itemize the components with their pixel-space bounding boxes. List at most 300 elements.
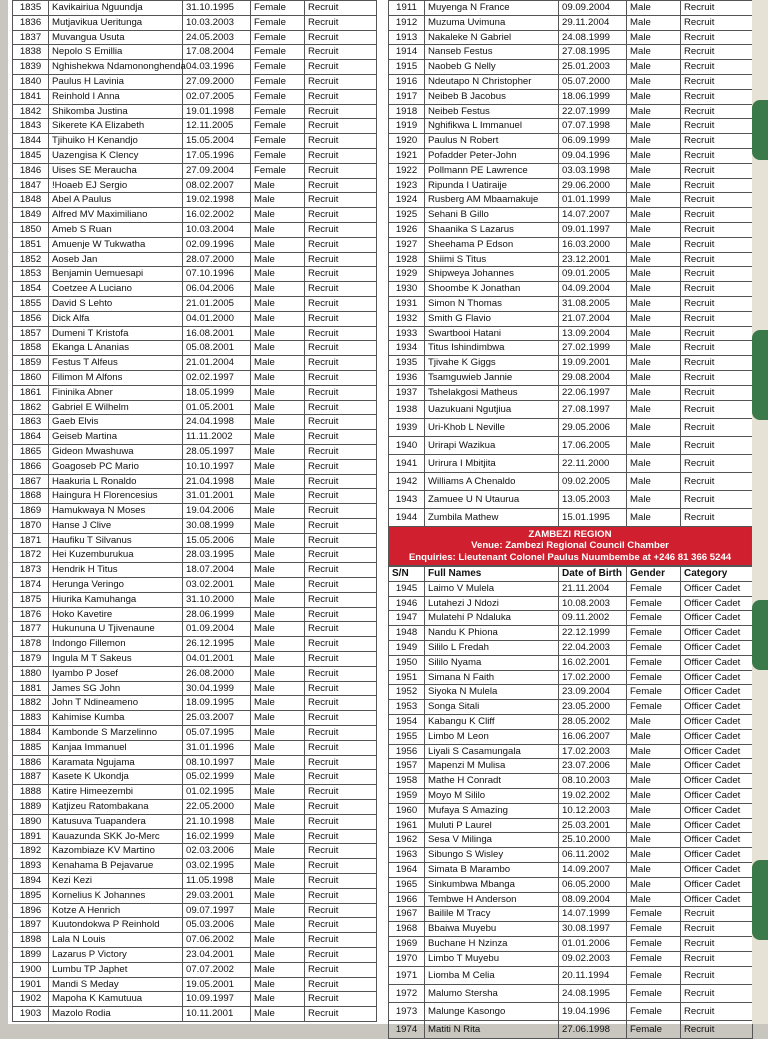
- cell-full-name: Simon N Thomas: [425, 296, 559, 311]
- table-row: [13, 992, 377, 1007]
- table-header-row: [389, 567, 753, 582]
- cell-category: Recruit: [681, 74, 753, 89]
- cell-date-of-birth: 27.09.2004: [183, 163, 251, 178]
- table-row: [389, 803, 753, 818]
- cell-date-of-birth: 29.05.2006: [559, 418, 627, 436]
- cell-sn: 1971: [389, 966, 425, 984]
- cell-full-name: Benjamin Uemuesapi: [49, 267, 183, 282]
- cell-gender: Male: [627, 774, 681, 789]
- cell-full-name: Malunge Kasongo: [425, 1002, 559, 1020]
- cell-date-of-birth: 31.10.1995: [183, 1, 251, 16]
- cell-sn: 1884: [13, 726, 49, 741]
- cell-sn: 1902: [13, 992, 49, 1007]
- cell-category: Recruit: [305, 370, 377, 385]
- cell-sn: 1845: [13, 148, 49, 163]
- cell-date-of-birth: 27.08.1997: [559, 400, 627, 418]
- cell-gender: Male: [627, 356, 681, 371]
- cell-gender: Male: [627, 714, 681, 729]
- cell-date-of-birth: 14.07.1999: [559, 907, 627, 922]
- cell-date-of-birth: 27.09.2000: [183, 74, 251, 89]
- cell-category: Recruit: [681, 400, 753, 418]
- table-row: [13, 933, 377, 948]
- header-category: Category: [681, 567, 753, 582]
- cell-sn: 1933: [389, 326, 425, 341]
- cell-gender: Male: [251, 874, 305, 889]
- cell-date-of-birth: 22.05.2000: [183, 800, 251, 815]
- cell-date-of-birth: 09.02.2003: [559, 951, 627, 966]
- cell-full-name: Mulatehi P Ndaluka: [425, 611, 559, 626]
- cell-date-of-birth: 28.05.2002: [559, 714, 627, 729]
- table-row: [389, 370, 753, 385]
- table-row: [13, 430, 377, 445]
- cell-gender: Male: [251, 548, 305, 563]
- table-row: [13, 326, 377, 341]
- cell-full-name: Rusberg AM Mbaamakuje: [425, 193, 559, 208]
- cell-full-name: Tjivahe K Giggs: [425, 356, 559, 371]
- cell-date-of-birth: 29.06.2000: [559, 178, 627, 193]
- table-row: [389, 877, 753, 892]
- cell-gender: Male: [251, 637, 305, 652]
- zambezi-table: [388, 566, 753, 1039]
- cell-category: Recruit: [305, 15, 377, 30]
- table-row: [389, 936, 753, 951]
- table-row: [389, 60, 753, 75]
- cell-gender: Male: [627, 178, 681, 193]
- cell-gender: Male: [627, 296, 681, 311]
- cell-category: Recruit: [681, 89, 753, 104]
- cell-category: Recruit: [681, 208, 753, 223]
- cell-date-of-birth: 03.03.1998: [559, 163, 627, 178]
- cell-date-of-birth: 18.09.1995: [183, 696, 251, 711]
- cell-full-name: Nghifikwa L Immanuel: [425, 119, 559, 134]
- cell-category: Recruit: [305, 563, 377, 578]
- table-row: [13, 666, 377, 681]
- cell-gender: Male: [627, 418, 681, 436]
- cell-full-name: Buchane H Nzinza: [425, 936, 559, 951]
- cell-full-name: Songa Sitali: [425, 700, 559, 715]
- header-sn: S/N: [389, 567, 425, 582]
- cell-category: Recruit: [681, 148, 753, 163]
- cell-sn: 1959: [389, 788, 425, 803]
- cell-category: Recruit: [305, 726, 377, 741]
- cell-category: Recruit: [681, 60, 753, 75]
- cell-full-name: Malumo Stersha: [425, 984, 559, 1002]
- cell-category: Recruit: [305, 814, 377, 829]
- table-row: [389, 951, 753, 966]
- table-row: [389, 134, 753, 149]
- cell-gender: Male: [251, 740, 305, 755]
- cell-gender: Male: [251, 652, 305, 667]
- cell-category: Recruit: [681, 178, 753, 193]
- table-row: [13, 578, 377, 593]
- cell-gender: Male: [627, 472, 681, 490]
- cell-date-of-birth: 28.06.1999: [183, 607, 251, 622]
- cell-sn: 1846: [13, 163, 49, 178]
- cell-full-name: Mapoha K Kamutuua: [49, 992, 183, 1007]
- cell-category: Officer Cadet: [681, 862, 753, 877]
- cell-sn: 1967: [389, 907, 425, 922]
- cell-gender: Female: [627, 1002, 681, 1020]
- cell-date-of-birth: 01.02.1995: [183, 785, 251, 800]
- cell-sn: 1923: [389, 178, 425, 193]
- cell-gender: Male: [251, 785, 305, 800]
- cell-gender: Male: [251, 800, 305, 815]
- cell-category: Recruit: [681, 984, 753, 1002]
- cell-gender: Male: [251, 208, 305, 223]
- cell-sn: 1878: [13, 637, 49, 652]
- cell-full-name: Shikomba Justina: [49, 104, 183, 119]
- cell-sn: 1938: [389, 400, 425, 418]
- cell-gender: Male: [251, 370, 305, 385]
- cell-full-name: Sibungo S Wisley: [425, 848, 559, 863]
- table-row: [389, 89, 753, 104]
- cell-sn: 1937: [389, 385, 425, 400]
- table-row: [389, 759, 753, 774]
- cell-gender: Male: [627, 370, 681, 385]
- cell-sn: 1940: [389, 436, 425, 454]
- cell-date-of-birth: 11.11.2002: [183, 430, 251, 445]
- cell-category: Recruit: [305, 341, 377, 356]
- cell-date-of-birth: 21.07.2004: [559, 311, 627, 326]
- cell-sn: 1951: [389, 670, 425, 685]
- cell-sn: 1858: [13, 341, 49, 356]
- cell-sn: 1926: [389, 222, 425, 237]
- cell-date-of-birth: 19.04.1996: [559, 1002, 627, 1020]
- cell-full-name: Hukununa U Tjivenaune: [49, 622, 183, 637]
- table-row: [389, 119, 753, 134]
- cell-sn: 1894: [13, 874, 49, 889]
- table-row: [13, 341, 377, 356]
- cell-category: Recruit: [681, 508, 753, 526]
- cell-full-name: Smith G Flavio: [425, 311, 559, 326]
- cell-gender: Female: [627, 907, 681, 922]
- cell-gender: Male: [627, 877, 681, 892]
- table-row: [13, 607, 377, 622]
- cell-category: Recruit: [305, 518, 377, 533]
- cell-category: Recruit: [681, 267, 753, 282]
- table-row: [389, 296, 753, 311]
- table-row: [389, 30, 753, 45]
- cell-category: Recruit: [681, 951, 753, 966]
- cell-date-of-birth: 12.11.2005: [183, 119, 251, 134]
- table-row: [13, 356, 377, 371]
- cell-category: Recruit: [305, 415, 377, 430]
- table-row: [389, 729, 753, 744]
- cell-gender: Male: [251, 1007, 305, 1022]
- cell-category: Recruit: [305, 178, 377, 193]
- cell-category: Officer Cadet: [681, 788, 753, 803]
- cell-sn: 1944: [389, 508, 425, 526]
- cell-gender: Male: [627, 400, 681, 418]
- cell-full-name: Haakuria L Ronaldo: [49, 474, 183, 489]
- table-row: [13, 252, 377, 267]
- table-row: [13, 400, 377, 415]
- cell-date-of-birth: 07.07.2002: [183, 962, 251, 977]
- cell-category: Officer Cadet: [681, 729, 753, 744]
- cell-full-name: Sikerete KA Elizabeth: [49, 119, 183, 134]
- cell-full-name: Kabangu K Cliff: [425, 714, 559, 729]
- cell-category: Recruit: [305, 474, 377, 489]
- table-row: [389, 1020, 753, 1038]
- cell-sn: 1866: [13, 459, 49, 474]
- cell-full-name: John T Ndineameno: [49, 696, 183, 711]
- cell-gender: Male: [251, 622, 305, 637]
- cell-gender: Male: [251, 814, 305, 829]
- cell-gender: Male: [627, 862, 681, 877]
- right-column: [388, 0, 752, 1035]
- cell-date-of-birth: 03.02.2001: [183, 578, 251, 593]
- cell-sn: 1842: [13, 104, 49, 119]
- cell-sn: 1970: [389, 951, 425, 966]
- cell-sn: 1849: [13, 208, 49, 223]
- cell-category: Recruit: [681, 370, 753, 385]
- table-row: [389, 252, 753, 267]
- cell-gender: Male: [251, 193, 305, 208]
- cell-full-name: Ndeutapo N Christopher: [425, 74, 559, 89]
- table-row: [13, 489, 377, 504]
- cell-full-name: Sililo Nyama: [425, 655, 559, 670]
- cell-sn: 1863: [13, 415, 49, 430]
- cell-full-name: Zumbila Mathew: [425, 508, 559, 526]
- table-row: [389, 685, 753, 700]
- cell-date-of-birth: 16.02.2001: [559, 655, 627, 670]
- cell-date-of-birth: 05.08.2001: [183, 341, 251, 356]
- cell-date-of-birth: 23.12.2001: [559, 252, 627, 267]
- cell-sn: 1886: [13, 755, 49, 770]
- table-row: [13, 267, 377, 282]
- cell-sn: 1965: [389, 877, 425, 892]
- cell-category: Recruit: [305, 1, 377, 16]
- cell-category: Recruit: [305, 385, 377, 400]
- cell-full-name: Katjizeu Ratombakana: [49, 800, 183, 815]
- cell-gender: Male: [251, 356, 305, 371]
- table-row: [13, 711, 377, 726]
- cell-sn: 1836: [13, 15, 49, 30]
- cell-sn: 1847: [13, 178, 49, 193]
- cell-sn: 1919: [389, 119, 425, 134]
- cell-sn: 1939: [389, 418, 425, 436]
- cell-category: Officer Cadet: [681, 655, 753, 670]
- cell-category: Recruit: [305, 622, 377, 637]
- cell-date-of-birth: 24.04.1998: [183, 415, 251, 430]
- cell-date-of-birth: 09.07.1997: [183, 903, 251, 918]
- cell-gender: Male: [251, 918, 305, 933]
- cell-full-name: Iyambo P Josef: [49, 666, 183, 681]
- table-row: [389, 641, 753, 656]
- cell-full-name: Uri-Khob L Neville: [425, 418, 559, 436]
- table-row: [13, 370, 377, 385]
- decor-shape: [752, 860, 768, 940]
- cell-gender: Male: [627, 436, 681, 454]
- cell-date-of-birth: 09.04.1996: [559, 148, 627, 163]
- table-row: [389, 966, 753, 984]
- cell-date-of-birth: 06.04.2006: [183, 282, 251, 297]
- cell-full-name: Dick Alfa: [49, 311, 183, 326]
- cell-sn: 1865: [13, 444, 49, 459]
- cell-full-name: Kavikairiua Nguundja: [49, 1, 183, 16]
- cell-gender: Male: [251, 444, 305, 459]
- cell-full-name: Sililo L Fredah: [425, 641, 559, 656]
- cell-sn: 1958: [389, 774, 425, 789]
- cell-gender: Male: [251, 400, 305, 415]
- cell-gender: Male: [627, 119, 681, 134]
- cell-date-of-birth: 26.12.1995: [183, 637, 251, 652]
- cell-gender: Male: [251, 607, 305, 622]
- table-row: [389, 700, 753, 715]
- cell-sn: 1954: [389, 714, 425, 729]
- cell-full-name: Mandi S Meday: [49, 977, 183, 992]
- decor-shape: [752, 600, 768, 670]
- cell-sn: 1837: [13, 30, 49, 45]
- cell-full-name: Shoombe K Jonathan: [425, 282, 559, 297]
- cell-date-of-birth: 08.09.2004: [559, 892, 627, 907]
- cell-category: Officer Cadet: [681, 774, 753, 789]
- table-row: [389, 508, 753, 526]
- cell-full-name: David S Lehto: [49, 296, 183, 311]
- cell-full-name: Filimon M Alfons: [49, 370, 183, 385]
- cell-sn: 1962: [389, 833, 425, 848]
- cell-sn: 1912: [389, 15, 425, 30]
- table-row: [389, 833, 753, 848]
- cell-full-name: !Hoaeb EJ Sergio: [49, 178, 183, 193]
- cell-category: Recruit: [305, 800, 377, 815]
- cell-category: Officer Cadet: [681, 626, 753, 641]
- cell-gender: Male: [251, 385, 305, 400]
- table-row: [13, 193, 377, 208]
- cell-full-name: Indongo Fillemon: [49, 637, 183, 652]
- cell-gender: Male: [251, 592, 305, 607]
- cell-category: Recruit: [681, 134, 753, 149]
- cell-full-name: Hanse J Clive: [49, 518, 183, 533]
- cell-full-name: Muluti P Laurel: [425, 818, 559, 833]
- cell-sn: 1857: [13, 326, 49, 341]
- cell-category: Recruit: [681, 163, 753, 178]
- cell-date-of-birth: 05.03.2006: [183, 918, 251, 933]
- cell-full-name: Laimo V Mulela: [425, 581, 559, 596]
- cell-sn: 1856: [13, 311, 49, 326]
- cell-full-name: Kornelius K Johannes: [49, 888, 183, 903]
- header-full-names: Full Names: [425, 567, 559, 582]
- cell-full-name: Paulus N Robert: [425, 134, 559, 149]
- cell-date-of-birth: 31.10.2000: [183, 592, 251, 607]
- cell-sn: 1895: [13, 888, 49, 903]
- table-row: [389, 267, 753, 282]
- table-row: [13, 548, 377, 563]
- cell-gender: Male: [251, 326, 305, 341]
- cell-full-name: Katusuva Tuapandera: [49, 814, 183, 829]
- cell-category: Recruit: [305, 104, 377, 119]
- table-row: [389, 222, 753, 237]
- cell-sn: 1896: [13, 903, 49, 918]
- cell-gender: Male: [251, 296, 305, 311]
- cell-gender: Male: [627, 759, 681, 774]
- cell-gender: Male: [627, 237, 681, 252]
- cell-category: Recruit: [681, 222, 753, 237]
- cell-date-of-birth: 25.03.2001: [559, 818, 627, 833]
- cell-gender: Male: [627, 208, 681, 223]
- cell-full-name: Ameb S Ruan: [49, 222, 183, 237]
- cell-sn: 1868: [13, 489, 49, 504]
- cell-gender: Male: [627, 104, 681, 119]
- cell-sn: 1931: [389, 296, 425, 311]
- cell-date-of-birth: 04.03.1996: [183, 60, 251, 75]
- cell-category: Recruit: [305, 252, 377, 267]
- cell-gender: Female: [251, 74, 305, 89]
- cell-date-of-birth: 26.08.2000: [183, 666, 251, 681]
- cell-gender: Male: [251, 252, 305, 267]
- cell-full-name: Ingula M T Sakeus: [49, 652, 183, 667]
- table-row: [13, 89, 377, 104]
- cell-full-name: Mazolo Rodia: [49, 1007, 183, 1022]
- cell-gender: Male: [627, 803, 681, 818]
- cell-category: Recruit: [681, 119, 753, 134]
- cell-full-name: Kambonde S Marzelinno: [49, 726, 183, 741]
- table-row: [389, 984, 753, 1002]
- table-row: [389, 341, 753, 356]
- cell-sn: 1864: [13, 430, 49, 445]
- cell-sn: 1935: [389, 356, 425, 371]
- cell-full-name: Pofadder Peter-John: [425, 148, 559, 163]
- table-row: [389, 104, 753, 119]
- cell-sn: 1934: [389, 341, 425, 356]
- cell-category: Recruit: [681, 418, 753, 436]
- cell-sn: 1862: [13, 400, 49, 415]
- cell-full-name: Kuutondokwa P Reinhold: [49, 918, 183, 933]
- cell-gender: Male: [627, 15, 681, 30]
- table-row: [389, 611, 753, 626]
- cell-gender: Male: [627, 60, 681, 75]
- cell-date-of-birth: 21.01.2004: [183, 356, 251, 371]
- cell-date-of-birth: 19.02.2002: [559, 788, 627, 803]
- cell-full-name: Williams A Chenaldo: [425, 472, 559, 490]
- cell-sn: 1957: [389, 759, 425, 774]
- cell-category: Recruit: [305, 711, 377, 726]
- table-row: [389, 907, 753, 922]
- cell-date-of-birth: 25.03.2007: [183, 711, 251, 726]
- cell-category: Recruit: [305, 237, 377, 252]
- cell-gender: Male: [251, 430, 305, 445]
- table-row: [13, 163, 377, 178]
- cell-date-of-birth: 16.02.2002: [183, 208, 251, 223]
- cell-full-name: Bbaiwa Muyebu: [425, 922, 559, 937]
- cell-date-of-birth: 01.05.2001: [183, 400, 251, 415]
- cell-category: Officer Cadet: [681, 833, 753, 848]
- region-banner: [388, 527, 752, 567]
- table-row: [389, 178, 753, 193]
- cell-date-of-birth: 25.01.2003: [559, 60, 627, 75]
- cell-date-of-birth: 21.04.1998: [183, 474, 251, 489]
- cell-category: Recruit: [305, 326, 377, 341]
- cell-full-name: Ripunda I Uatiraije: [425, 178, 559, 193]
- table-row: [13, 459, 377, 474]
- cell-date-of-birth: 09.11.2002: [559, 611, 627, 626]
- cell-full-name: Sinkumbwa Mbanga: [425, 877, 559, 892]
- cell-category: Recruit: [681, 472, 753, 490]
- cell-full-name: Liyali S Casamungala: [425, 744, 559, 759]
- cell-full-name: Muzuma Uvimuna: [425, 15, 559, 30]
- cell-sn: 1891: [13, 829, 49, 844]
- table-row: [389, 848, 753, 863]
- table-row: [13, 518, 377, 533]
- cell-gender: Male: [627, 282, 681, 297]
- cell-category: Recruit: [681, 922, 753, 937]
- table-row: [389, 596, 753, 611]
- cell-sn: 1871: [13, 533, 49, 548]
- cell-date-of-birth: 04.09.2004: [559, 282, 627, 297]
- cell-gender: Male: [251, 504, 305, 519]
- cell-date-of-birth: 05.02.1999: [183, 770, 251, 785]
- cell-gender: Male: [251, 992, 305, 1007]
